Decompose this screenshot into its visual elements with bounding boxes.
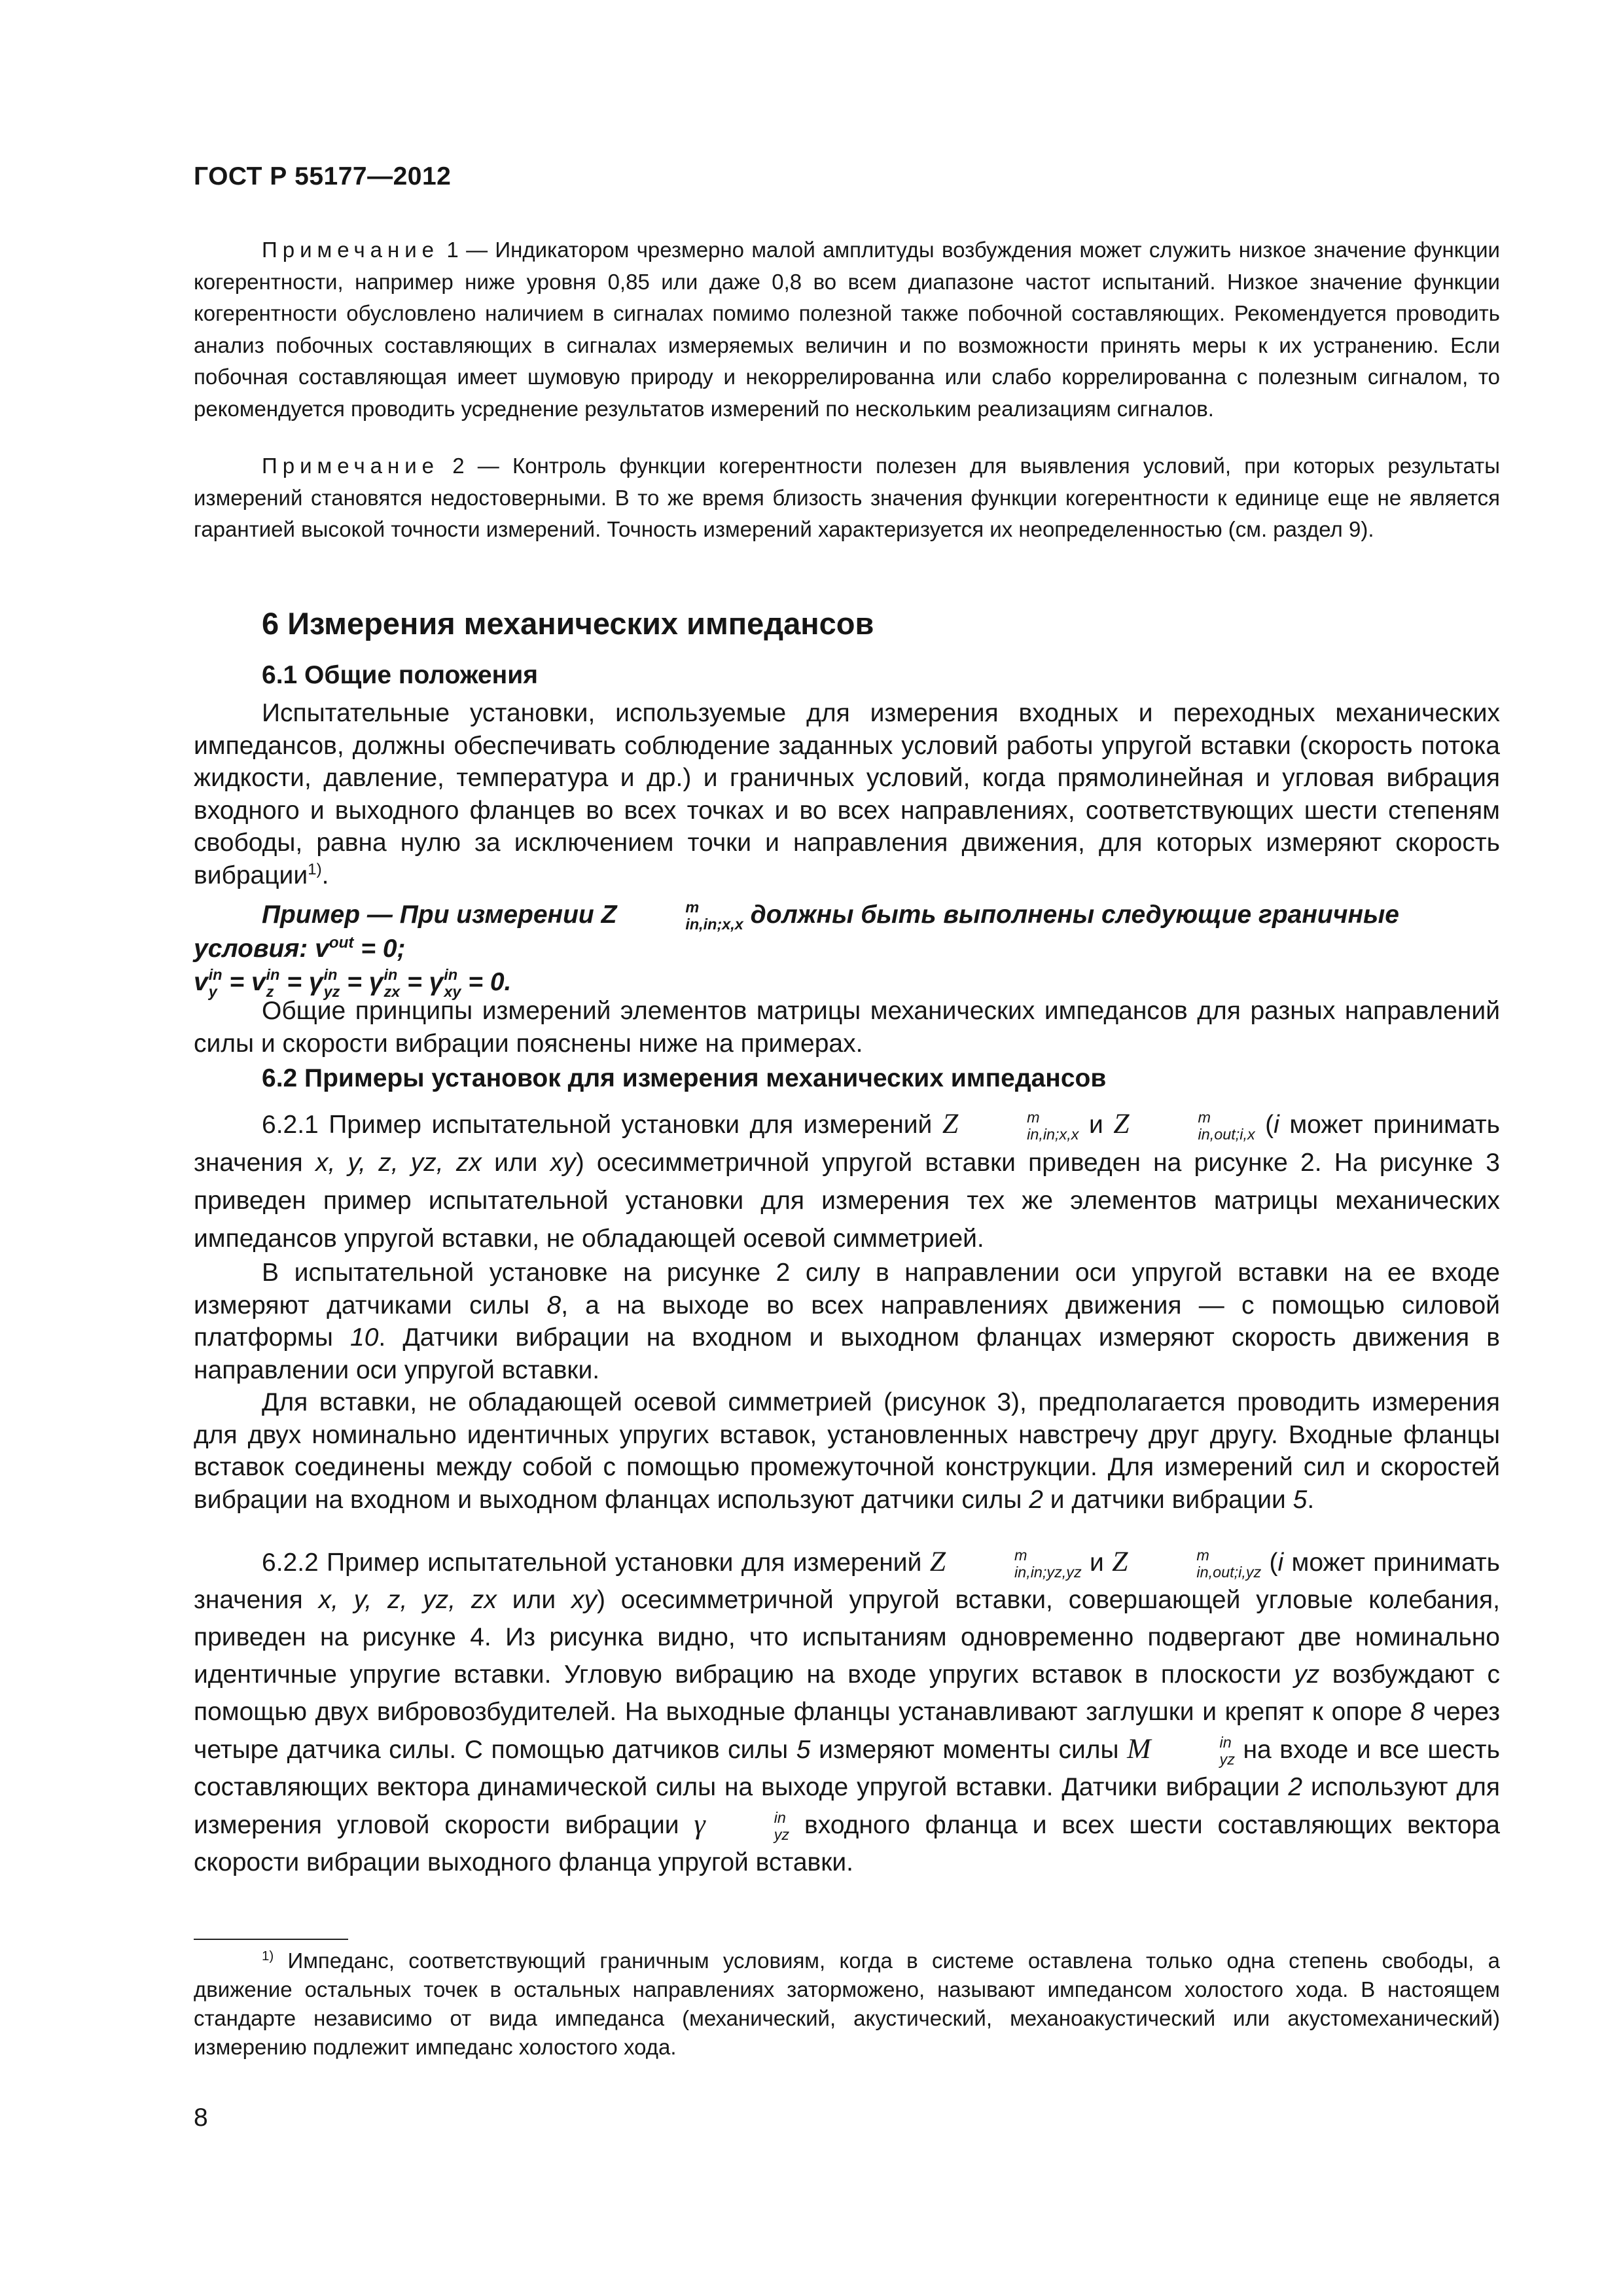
paragraph-text: 6.2.2 Пример испытательной установки для измерений xyxy=(262,1549,930,1577)
math-var: i xyxy=(1277,1549,1284,1577)
ref-number: 8 xyxy=(546,1291,562,1319)
paragraph xyxy=(194,1257,1500,1386)
paragraph-text: или xyxy=(481,1149,550,1177)
ref-number: 5 xyxy=(796,1736,811,1764)
ref-number: 2 xyxy=(1288,1773,1303,1801)
math-sup: in xyxy=(1219,1734,1232,1751)
example-text: = 0; xyxy=(353,935,406,963)
math-symbol: Z xyxy=(601,901,617,929)
example-text: = 0. xyxy=(468,968,512,997)
math-var: x, y, z, yz, zx xyxy=(318,1586,497,1614)
math-sub: yz xyxy=(1219,1750,1235,1768)
paragraph-text: используют для измерения угловой скорости вибрации xyxy=(194,1773,1500,1839)
math-var: xy xyxy=(571,1586,597,1614)
paragraph: Общие принципы измерений элементов матрицы механических импедансов для разных направлений силы и скорости вибрации пояснены ниже на примерах. xyxy=(194,997,1500,1058)
paragraph-text: и датчики вибрации xyxy=(1043,1485,1293,1514)
math-sub: in,in;yz,yz xyxy=(1014,1563,1082,1581)
example xyxy=(194,898,1500,999)
footnote-mark: 1) xyxy=(262,1948,274,1964)
math-sup: in xyxy=(774,1809,786,1827)
math-var: i xyxy=(1274,1111,1279,1139)
paragraph-text: входного фланца и всех шести составляющих вектора скорости вибрации выходного фланца упругой вставки. xyxy=(194,1811,1500,1876)
paragraph-text: Испытательные установки, используемые для измерения входных и переходных механических импедансов, должны обеспечивать соблюдение заданных условий работы упругой вставки (скорость потока жидкости, давление, температура и др.) и граничных условий, когда прямолинейная и угловая вибрация входного и выходного фланцев во всех точках и во всех направлениях, соответствующих шести степеням свободы, равна нулю за исключением точки и направления движения, для которых измеряют скорость вибрации xyxy=(194,699,1500,889)
paragraph-text: измеряют моменты силы xyxy=(810,1736,1128,1764)
math-var: x, y, z, yz, zx xyxy=(315,1149,482,1177)
paragraph-text: через четыре датчика силы. С помощью датчиков силы xyxy=(194,1698,1500,1764)
paragraph: Испытательные установки, используемые для измерения входных и переходных механических импедансов, должны обеспечивать соблюдение заданных условий работы упругой вставки (скорость потока жидкости, давление, температура и др.) и граничных условий, когда прямолинейная и угловая вибрация входного и выходного фланцев во всех точках и во всех направлениях, соответствующих шести степеням свободы, равна нулю за исключением точки и направления движения, для которых измеряют скорость вибрации$^{1)}$. xyxy=(194,699,1500,889)
paragraph-text: и xyxy=(1081,1549,1113,1577)
paragraph-text: . Датчики вибрации на входном и выходном фланцах измеряют скорость движения в направлении оси упругой вставки. xyxy=(194,1323,1500,1384)
paragraph-text: ( xyxy=(1269,1549,1278,1577)
paragraph-text: может принимать значения xyxy=(194,1549,1501,1614)
math-symbol: Z xyxy=(929,1546,946,1577)
math-sub: in,out;i,yz xyxy=(1196,1563,1262,1581)
math-var: xy xyxy=(550,1149,576,1177)
paragraph-text: . xyxy=(1307,1485,1315,1514)
math-sub: in,in;x,x xyxy=(1027,1125,1079,1143)
example-text: должны быть выполнены следующие граничные условия: xyxy=(194,901,1399,963)
paragraph-text: ) осесимметричной упругой вставки приведен на рисунке 2. На рисунке 3 приведен пример испытательной установки для измерения тех же элементов матрицы механических импедансов упругой вставки, не обладающей осевой симметрией. xyxy=(194,1149,1500,1253)
subsection-heading: 6.1 Общие положения xyxy=(262,661,538,689)
footnote-text: Импеданс, соответствующий граничным условиям, когда в системе оставлена только одна степень свободы, а движение остальных точек в остальных направлениях заторможено, называют импедансом холостого хода. В настоящем стандарте независимо от вида импеданса (механический, акустический, механоакустический или акустомеханический) измерению подлежит импеданс холостого хода. xyxy=(194,1948,1500,2059)
math-symbol: M xyxy=(1127,1733,1151,1765)
math-var: yz xyxy=(1294,1660,1320,1689)
paragraph-text: на входе и все шесть составляющих вектора динамической силы на выходе упругой вставки. Датчики вибрации xyxy=(194,1736,1500,1801)
math-symbol: v xyxy=(315,935,329,963)
math-sub: yz xyxy=(774,1825,790,1843)
math-symbol: Z xyxy=(1112,1546,1128,1577)
math-sup: m xyxy=(685,899,700,916)
paragraph-text: или xyxy=(496,1586,571,1614)
math-symbol: Z xyxy=(942,1108,959,1139)
paragraph xyxy=(194,1386,1500,1516)
ref-number: 8 xyxy=(1410,1698,1425,1726)
example-line-1 xyxy=(194,898,1500,965)
paragraph-text: ( xyxy=(1265,1111,1274,1139)
ref-number: 2 xyxy=(1029,1485,1043,1514)
ref-number: 10 xyxy=(350,1323,379,1352)
note-text: 1 — Индикатором чрезмерно малой амплитуды возбуждения может служить низкое значение функции когерентности, например ниже уровня 0,85 или даже 0,8 во всем диапазоне частот испытаний. Низкое значение функции когерентности обусловлено наличием в сигналах помимо полезной также побочной составляющих. Рекомендуется проводить анализ побочных составляющих в сигналах измеряемых величин и по возможности принять меры к их устранению. Если побочная составляющая имеет шумовую природу и некоррелированна или слабо коррелированна с полезным сигналом, то рекомендуется проводить усреднение результатов измерений по нескольким реализациям сигналов. xyxy=(194,238,1500,421)
paragraph-text: может принимать значения xyxy=(194,1111,1501,1177)
math-sup: m xyxy=(1014,1547,1027,1564)
paragraph-text: 6.2.1 Пример испытательной установки для измерений xyxy=(262,1111,942,1139)
math-sup: m xyxy=(1196,1547,1209,1564)
ref-number: 5 xyxy=(1293,1485,1308,1514)
math-symbol: Z xyxy=(1113,1108,1130,1139)
paragraph-text: ) осесимметричной упругой вставки, совершающей угловые колебания, приведен на рисунке 4. Из рисунка видно, что испытаниям одновременно подвергают две номинально идентичные упругие вставки. Угловую вибрацию на входе упругих вставок в плоскости xyxy=(194,1586,1500,1689)
math-sub: in,in;x,x xyxy=(685,915,743,933)
paragraph-text: Для вставки, не обладающей осевой симметрией (рисунок 3), предполагается проводить измерения для двух номинально идентичных упругих вставок, установленных навстречу друг другу. Входные фланцы вставок соединены между собой с помощью промежуточной конструкции. Для измерений сил и скоростей вибрации на входном и выходном фланцах используют датчики силы xyxy=(194,1388,1500,1514)
note-1 xyxy=(194,234,1500,425)
paragraph-text: и xyxy=(1079,1111,1114,1139)
paragraph-text: возбуждают с помощью двух вибровозбудителей. На выходные фланцы устанавливают заглушки и крепят к опоре xyxy=(194,1660,1500,1726)
math-symbol: γ xyxy=(694,1808,705,1840)
paragraph-text: , а на выходе во всех направлениях движения — с помощью силовой платформы xyxy=(194,1291,1501,1352)
note-label: Примечание xyxy=(262,454,440,478)
page-number: 8 xyxy=(194,2104,208,2132)
note-label: Примечание xyxy=(262,238,440,262)
paragraph-6-2-1 xyxy=(194,1105,1500,1258)
footnote-ref: 1) xyxy=(308,860,322,878)
example-line-2: v in y = v in z = γ in yz = γ in zx = γ in xy = 0. xyxy=(194,966,512,1000)
math-sup: m xyxy=(1027,1109,1040,1126)
math-sup: m xyxy=(1198,1109,1211,1126)
paragraph-text: В испытательной установке на рисунке 2 силу в направлении оси упругой вставки на ее входе измеряют датчиками силы xyxy=(194,1259,1500,1319)
footnote-divider xyxy=(194,1939,348,1940)
math-sup: out xyxy=(329,934,354,952)
section-heading: 6 Измерения механических импедансов xyxy=(262,606,874,641)
document-code: ГОСТ Р 55177—2012 xyxy=(194,162,452,190)
note-text: 2 — Контроль функции когерентности полезен для выявления условий, при которых результаты измерений становятся недостоверными. В то же время близость значения функции когерентности к единице еще не является гарантией высокой точности измерений. Точность измерений характеризуется их неопределенностью (см. раздел 9). xyxy=(194,454,1500,541)
subsection-heading: 6.2 Примеры установок для измерения механических импедансов xyxy=(262,1064,1107,1092)
footnote xyxy=(194,1946,1500,2062)
example-text: Пример — При измерении xyxy=(262,901,601,929)
paragraph-6-2-2 xyxy=(194,1543,1500,1881)
note-2 xyxy=(194,450,1500,546)
math-sub: in,out;i,x xyxy=(1198,1125,1255,1143)
